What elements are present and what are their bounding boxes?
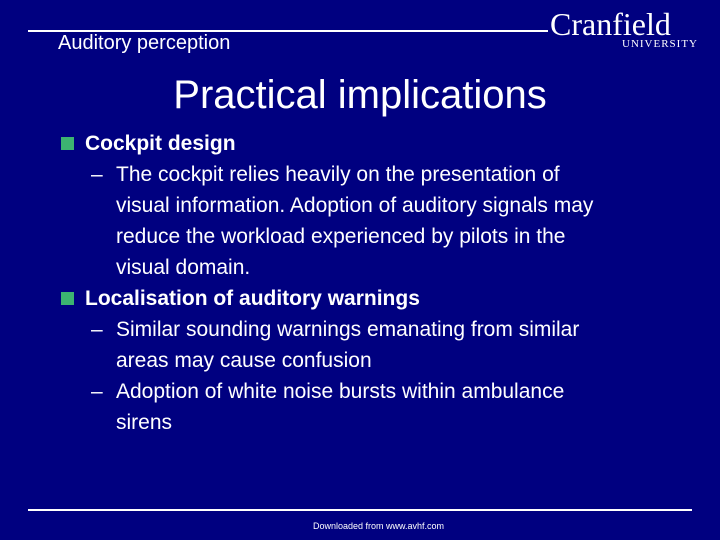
dash-marker: –	[91, 163, 103, 186]
sub-bullet-line: visual information. Adoption of auditory signals may	[116, 194, 594, 217]
sub-bullet	[60, 314, 680, 376]
sub-bullet-line: The cockpit relies heavily on the presentation of	[116, 163, 560, 186]
bullet-heading: Localisation of auditory warnings	[85, 287, 420, 310]
logo-subtext: UNIVERSITY	[622, 38, 698, 50]
sub-bullet	[60, 159, 680, 283]
cranfield-logo	[550, 6, 700, 52]
dash-marker: –	[91, 318, 103, 341]
footer-rule	[28, 509, 692, 511]
logo-wordmark: Cranfield	[550, 6, 671, 42]
bullet-cockpit-design	[60, 128, 680, 159]
sub-bullet-line: reduce the workload experienced by pilots in the	[116, 225, 566, 248]
bullet-localisation	[60, 283, 680, 314]
dash-marker: –	[91, 380, 103, 403]
sub-bullet-line: Similar sounding warnings emanating from similar	[116, 318, 580, 341]
sub-bullet-line: visual domain.	[116, 256, 251, 279]
slide-content	[60, 128, 680, 438]
footer-note: Downloaded from www.avhf.com	[312, 521, 445, 531]
bullet-heading: Cockpit design	[85, 132, 236, 155]
square-bullet-icon	[61, 137, 74, 150]
sub-bullet-line: sirens	[116, 411, 173, 434]
sub-bullet-line: areas may cause confusion	[116, 349, 372, 372]
section-title: Auditory perception	[58, 32, 231, 54]
sub-bullet-line: Adoption of white noise bursts within ambulance	[116, 380, 565, 403]
sub-bullet	[60, 376, 680, 438]
slide-title: Practical implications	[173, 73, 547, 117]
square-bullet-icon	[61, 292, 74, 305]
